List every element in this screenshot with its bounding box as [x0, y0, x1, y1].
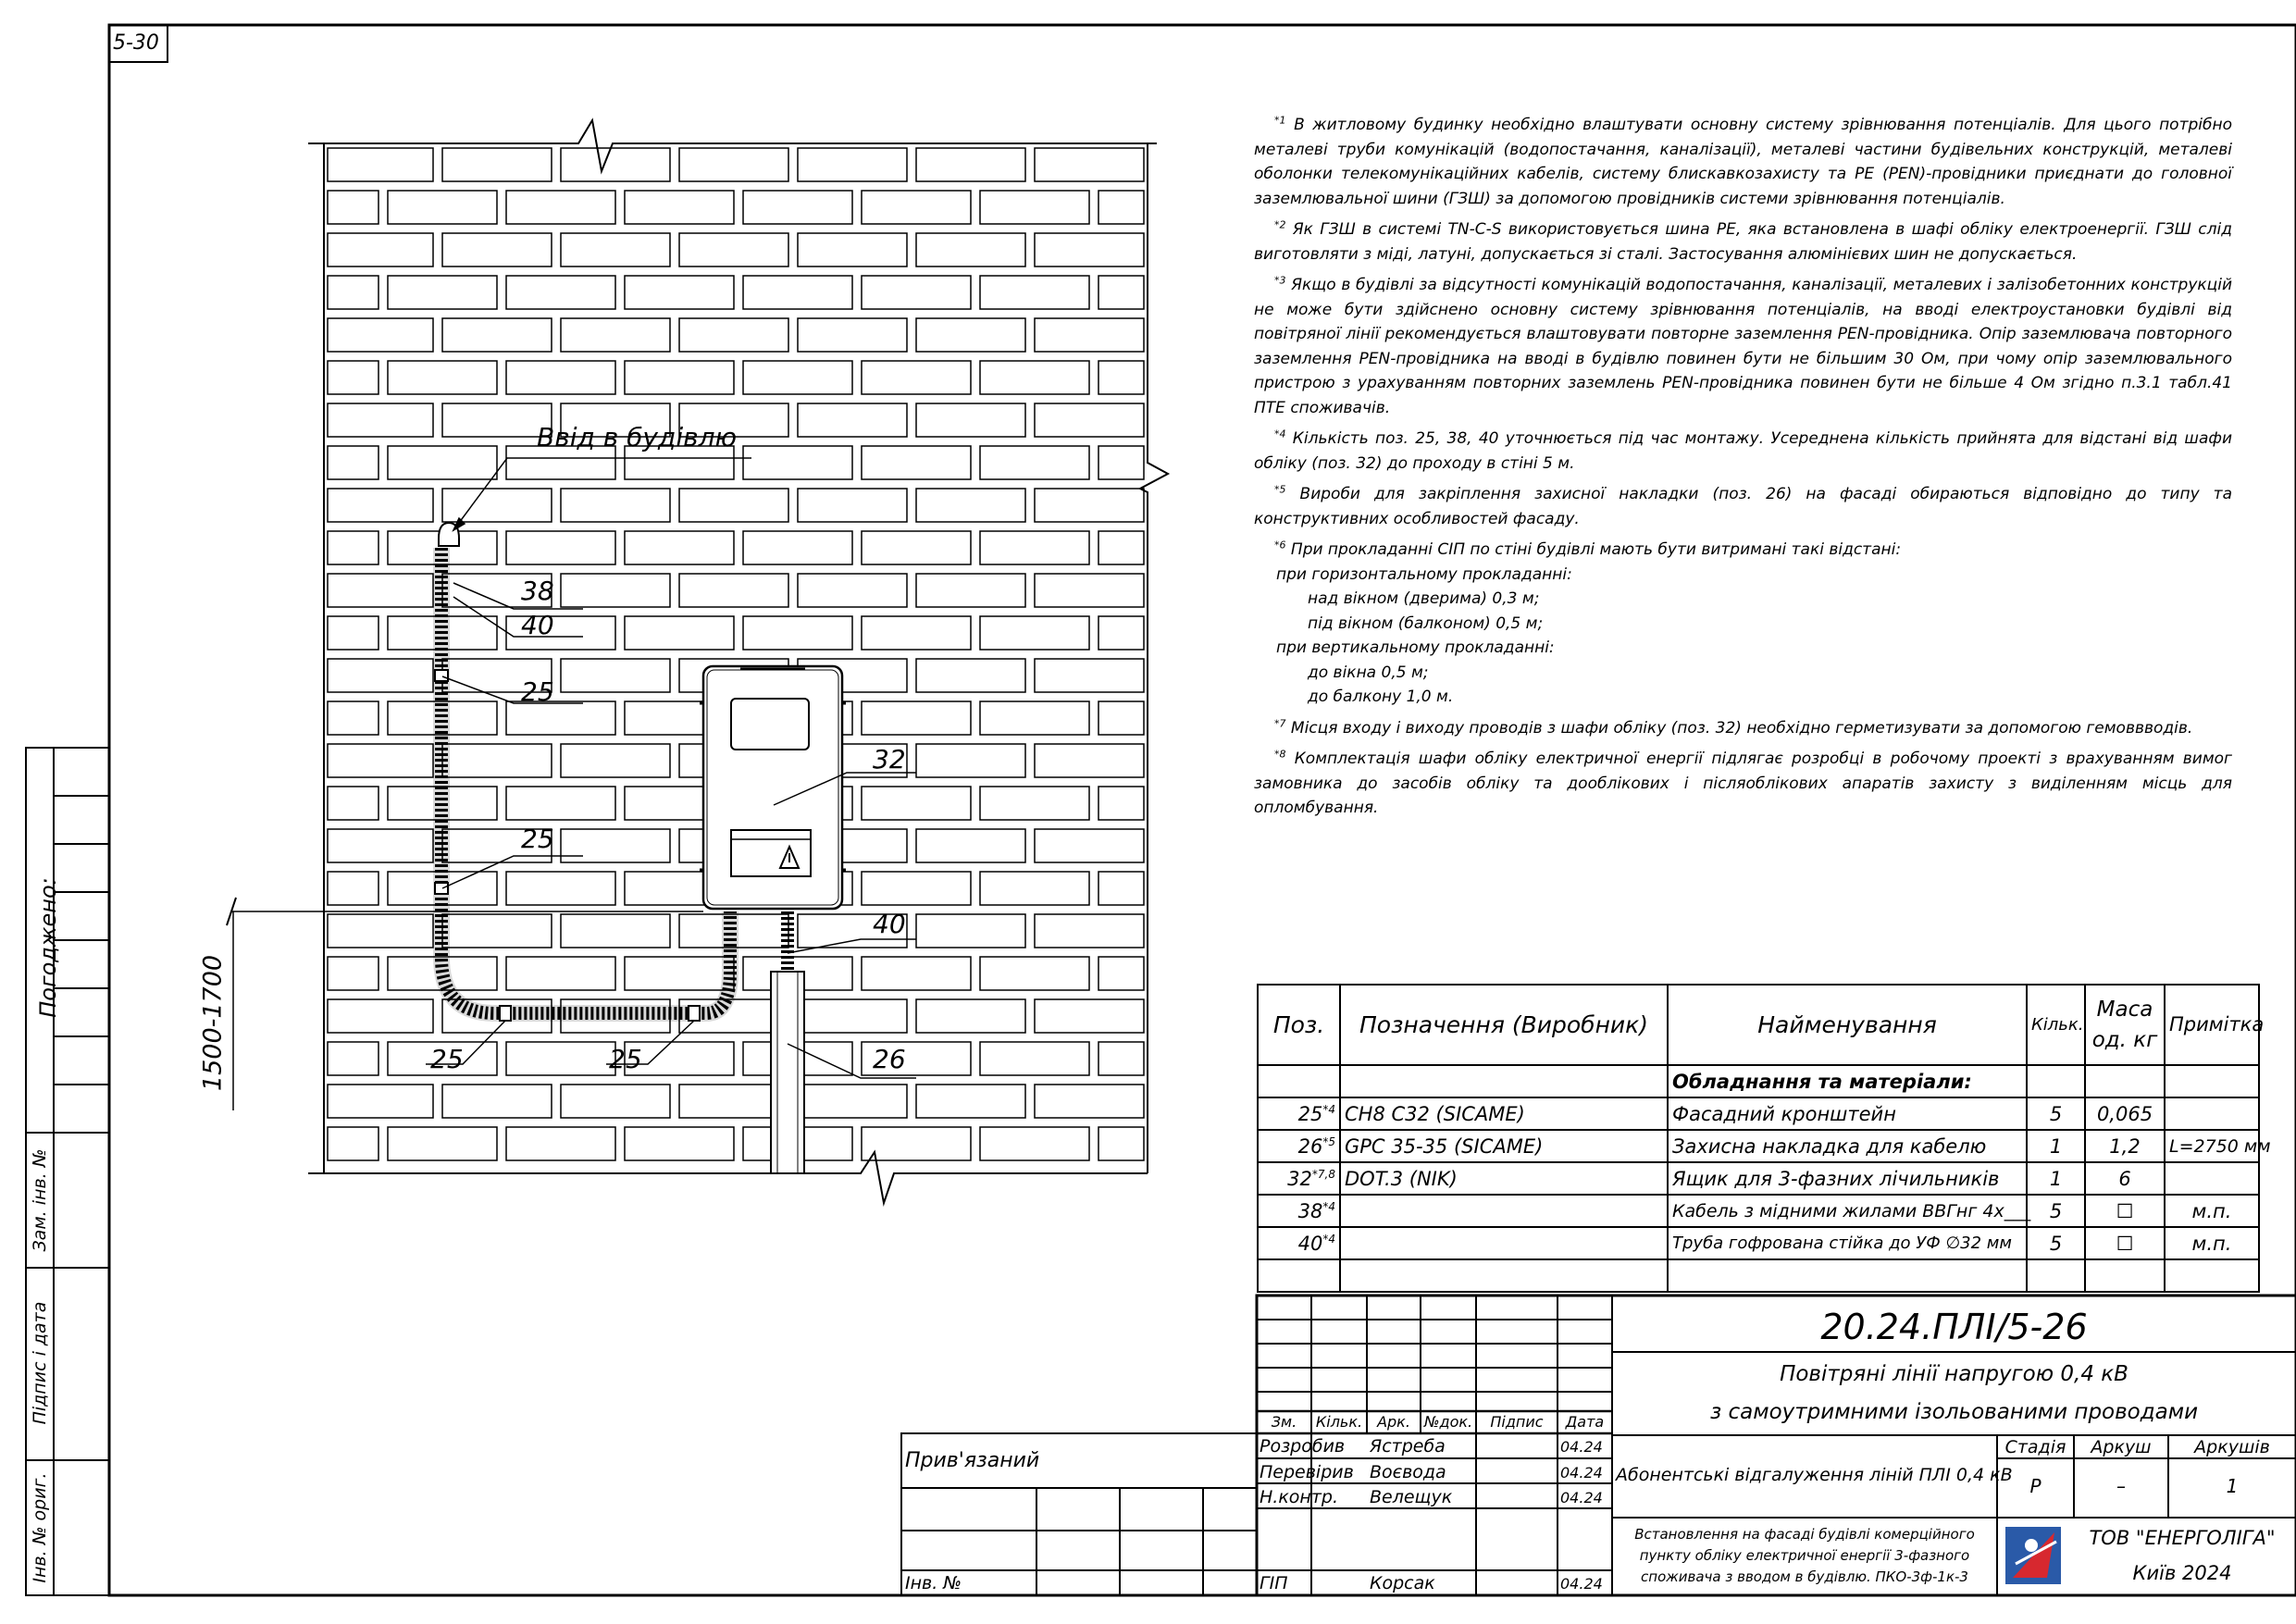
note-6-line-3: під вікном (балконом) 0,5 м;: [1308, 614, 1544, 633]
inv-orig-label: Інв. № ориг.: [30, 1472, 50, 1583]
pos-32-label: 32: [873, 744, 906, 775]
replace-inv-label: Зам. інв. №: [30, 1148, 50, 1252]
name-2: Воєвода: [1370, 1462, 1446, 1482]
role-4: ГІП: [1260, 1573, 1288, 1593]
date-2: 04.24: [1560, 1464, 1603, 1481]
section-title-block: Абонентські відгалуження ліній ПЛІ 0,4 кВ: [1616, 1465, 2013, 1485]
note-6-line-6: до балкону 1,0 м.: [1308, 688, 1454, 706]
pos-38-label: 38: [521, 576, 554, 606]
note-6: $^{*6}$ При прокладанні СІП по стіні будівлі мають бути витримані такі відстані:: [1274, 539, 1902, 559]
sheet-desc-3: споживача з вводом в будівлю. ПКО-3ф-1к-3: [1641, 1568, 1968, 1585]
col-ark: Арк.: [1377, 1413, 1410, 1431]
col-mass: Маса од. кг: [2085, 985, 2165, 1065]
table-row-empty: [1258, 1259, 2259, 1292]
col-kilk: Кільк.: [1315, 1413, 1363, 1431]
doc-code: 20.24.ПЛІ/5-26: [1820, 1307, 2088, 1347]
specification-table: [1257, 984, 2271, 1293]
role-2: Перевірив: [1260, 1462, 1354, 1482]
role-1: Розробив: [1260, 1436, 1346, 1457]
stage-header: Стадія: [2004, 1437, 2066, 1457]
pos-40-bottom-label: 40: [873, 909, 906, 939]
name-1: Ястреба: [1370, 1436, 1446, 1457]
sheets-header: Аркушів: [2194, 1437, 2270, 1457]
spec-header-row: [1258, 985, 2259, 1065]
linked-label: Прив'язаний: [905, 1449, 1040, 1472]
sheet-value: –: [2116, 1475, 2126, 1497]
sheets-value: 1: [2226, 1475, 2239, 1497]
project-line-1: Повітряні лінії напругою 0,4 кВ: [1780, 1362, 2128, 1386]
col-designation: Позначення (Виробник): [1340, 985, 1668, 1065]
sheet-tag: 5-30: [113, 31, 159, 55]
approved-label: Погоджено:: [35, 877, 61, 1018]
col-pidpys: Підпис: [1490, 1413, 1544, 1431]
note-6-line-2: над вікном (дверима) 0,3 м;: [1308, 589, 1540, 608]
col-note: Примітка: [2165, 985, 2259, 1065]
note-3: $^{*3}$ Якщо в будівлі за відсутності комунікацій водопостачання, каналізації, металевих і залізобетонних конструкцій не може бути здійснено основну систему зрівнювання потенціалів, на вводі електроустановки будівлі від повітряної лінії рекомендується влаштовувати повторне заземлення PEN-провідника. Опір заземлювача повторного заземлення PEN-провідника на вводі в будівлю повинен бути не більшим 30 Ом, при чому опір заземлювального пристрою з урахуванням повторних заземлень PEN-провідника повинен бути не більше 4 Ом згідно п.3.1 табл.41 ПТЕ споживачів.: [1254, 274, 2233, 417]
col-pos: Поз.: [1258, 985, 1340, 1065]
name-3: Велещук: [1370, 1487, 1453, 1507]
brick-wall: [328, 148, 1144, 1160]
sheet-desc-2: пункту обліку електричної енергії 3-фазного: [1639, 1547, 1970, 1564]
sheet-desc-1: Встановлення на фасаді будівлі комерційного: [1634, 1526, 1975, 1543]
col-zm: Зм.: [1271, 1413, 1297, 1431]
col-name: Найменування: [1668, 985, 2027, 1065]
note-1: $^{*1}$ В житловому будинку необхідно влаштувати основну систему зрівнювання потенціалів. Для цього потрібно металеві труби комунікацій (водопостачання, каналізації), металеві частини будівельних конструкцій, металеві оболонки телекомунікаційних кабелів, систему блискавкозахисту та PE (PEN)-провідники приєднати до головної заземлювальної шини (ГЗШ) за допомогою провідників системи зрівнювання потенціалів.: [1254, 114, 2233, 208]
inv-no-label: Інв. №: [905, 1573, 962, 1593]
spec-section-row: [1258, 1065, 2259, 1097]
sheet-header: Аркуш: [2091, 1437, 2152, 1457]
section-title: Обладнання та матеріали:: [1668, 1065, 2027, 1097]
project-line-2: з самоутримними ізольованими проводами: [1709, 1400, 2199, 1424]
name-4: Корсак: [1370, 1573, 1435, 1593]
note-6-line-1: при горизонтальному прокладанні:: [1276, 564, 1572, 584]
note-7: $^{*7}$ Місця входу і виходу проводів з шафи обліку (поз. 32) необхідно герметизувати за допомогою гемоввводів.: [1274, 716, 2193, 738]
note-2: $^{*2}$ Як ГЗШ в системі TN-C-S використовується шина PE, яка встановлена в шафі обліку електроенергії. ГЗШ слід виготовляти з міді, латуні, допускається зі сталі. Застосування алюмінієвих шин не допускається.: [1254, 218, 2232, 264]
height-dimension: 1500-1700: [198, 954, 228, 1092]
col-data: Дата: [1565, 1413, 1605, 1431]
sign-date-label: Підпис і дата: [30, 1301, 50, 1425]
note-8: $^{*8}$ Комплектація шафи обліку електричної енергії підлягає розробці в робочому проекті з врахуванням вимог замовника до засобів обліку та дооблікових і післяоблікових апаратів захисту з виділенням місць для опломбування.: [1254, 748, 2232, 817]
table-row: 32$^{*7,8}$ DOT.3 (NIK) Ящик для 3-фазних лічильників 1 6: [1258, 1162, 2259, 1195]
pos-40-top-label: 40: [521, 610, 554, 640]
note-5: $^{*5}$ Вироби для закріплення захисної накладки (поз. 26) на фасаді обираються відповідно до типу та конструктивних особливостей фасаду.: [1254, 483, 2232, 528]
date-1: 04.24: [1560, 1438, 1603, 1456]
pos-25-a-label: 25: [521, 676, 554, 707]
table-row: 38$^{*4}$ Кабель з мідними жилами ВВГнг 4х___ 5 ☐ м.п.: [1258, 1195, 2259, 1227]
col-ndok: №док.: [1423, 1413, 1473, 1431]
note-4: $^{*4}$ Кількість поз. 25, 38, 40 уточнюється під час монтажу. Усереднена кількість прийнята для відстані від шафи обліку (поз. 32) до проходу в стіні 5 м.: [1254, 428, 2232, 473]
entry-label: Ввід в будівлю: [537, 422, 738, 452]
table-row: 40$^{*4}$ Труба гофрована стійка до УФ ∅32 мм 5 ☐ м.п.: [1258, 1227, 2259, 1259]
company-name: ТОВ "ЕНЕРГОЛІГА": [2089, 1527, 2276, 1549]
date-4: 04.24: [1560, 1575, 1603, 1593]
note-6-line-4: при вертикальному прокладанні:: [1276, 638, 1555, 657]
stage-value: Р: [2029, 1475, 2042, 1497]
col-qty: Кільк.: [2027, 985, 2085, 1065]
role-3: Н.контр.: [1260, 1487, 1339, 1507]
table-row: 26$^{*5}$ GPC 35-35 (SICAME) Захисна накладка для кабелю 1 1,2 L=2750 мм: [1258, 1130, 2259, 1162]
company-logo: [2005, 1527, 2061, 1584]
pos-25-d-label: 25: [609, 1044, 642, 1074]
table-row: 25$^{*4}$ CH8 C32 (SICAME) Фасадний кронштейн 5 0,065: [1258, 1097, 2259, 1130]
note-6-line-5: до вікна 0,5 м;: [1308, 663, 1429, 682]
date-3: 04.24: [1560, 1489, 1603, 1506]
city-year: Київ 2024: [2132, 1562, 2232, 1584]
pos-25-b-label: 25: [521, 824, 554, 854]
pos-25-c-label: 25: [430, 1044, 464, 1074]
pos-26-label: 26: [873, 1044, 906, 1074]
notes-block: [1254, 113, 2232, 827]
